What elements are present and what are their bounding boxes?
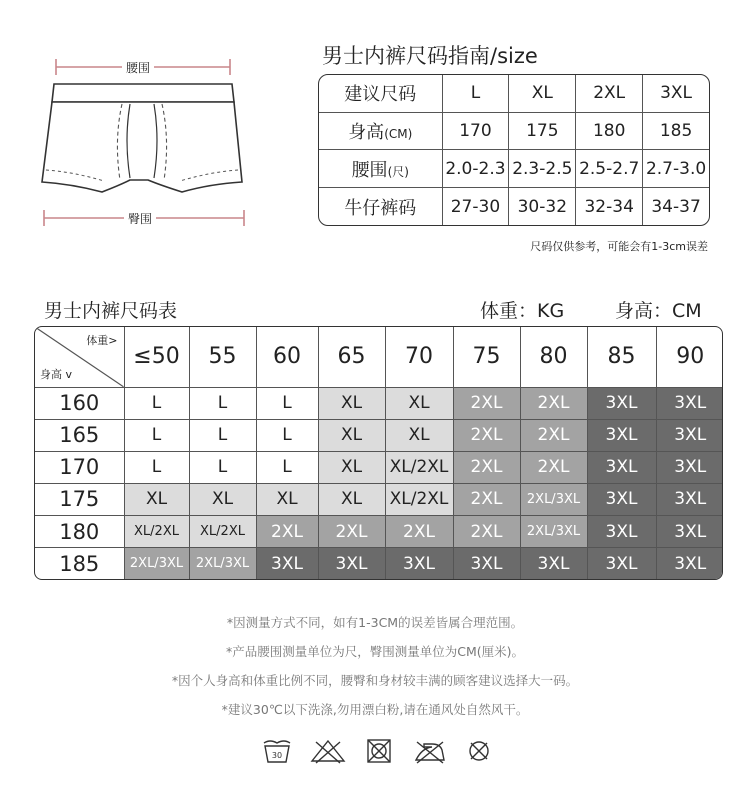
corner-weight-label: 体重> bbox=[86, 334, 118, 347]
guide-cell: 185 bbox=[643, 112, 709, 150]
weight-unit-label: 体重：KG bbox=[480, 300, 565, 322]
table-row bbox=[35, 516, 723, 548]
notes bbox=[0, 613, 750, 729]
guide-cell: 27-30 bbox=[442, 188, 509, 225]
height-unit-label: 身高：CM bbox=[615, 300, 702, 322]
note-line: *产品腰围测量单位为尺，臀围测量单位为CM(厘米)。 bbox=[225, 644, 525, 659]
size-cell: 2XL/3XL bbox=[520, 516, 587, 548]
table-row bbox=[35, 451, 723, 483]
guide-cell: 32-34 bbox=[576, 188, 643, 225]
guide-row-height bbox=[319, 112, 709, 150]
table-row bbox=[35, 387, 723, 419]
guide-note: 尺码仅供参考，可能会有1-3cm误差 bbox=[530, 240, 708, 253]
guide-title: 男士内裤尺码指南/size bbox=[322, 44, 538, 68]
size-cell: XL/2XL bbox=[189, 516, 256, 548]
size-chart-table bbox=[34, 326, 723, 580]
guide-row-label: 建议尺码 bbox=[319, 75, 442, 112]
size-cell: 3XL bbox=[656, 516, 723, 548]
weight-header-cell: 90 bbox=[656, 327, 723, 387]
size-cell: 3XL bbox=[656, 548, 723, 579]
guide-cell: 2.5-2.7 bbox=[576, 150, 643, 188]
weight-header-cell: 85 bbox=[587, 327, 656, 387]
height-cell: 185 bbox=[35, 548, 124, 579]
weight-header-cell: 80 bbox=[520, 327, 587, 387]
size-cell: 2XL bbox=[520, 419, 587, 451]
height-cell: 160 bbox=[35, 387, 124, 419]
size-cell: L bbox=[124, 451, 189, 483]
size-cell: XL bbox=[318, 387, 385, 419]
corner-cell bbox=[35, 327, 124, 387]
size-cell: 3XL bbox=[587, 419, 656, 451]
weight-header-cell: ≤50 bbox=[124, 327, 189, 387]
weight-header-cell: 70 bbox=[385, 327, 453, 387]
guide-row-waist bbox=[319, 150, 709, 188]
size-cell: L bbox=[189, 387, 256, 419]
height-cell: 165 bbox=[35, 419, 124, 451]
size-cell: 3XL bbox=[587, 451, 656, 483]
size-cell: 2XL bbox=[520, 387, 587, 419]
guide-cell: 34-37 bbox=[643, 188, 709, 225]
size-cell: L bbox=[256, 419, 318, 451]
no-iron-icon bbox=[412, 738, 448, 764]
size-cell: L bbox=[189, 419, 256, 451]
chart-title: 男士内裤尺码表 bbox=[44, 300, 178, 322]
size-cell: 2XL bbox=[453, 451, 520, 483]
size-cell: 2XL/3XL bbox=[124, 548, 189, 579]
guide-cell: 2XL bbox=[576, 75, 643, 112]
size-cell: 2XL bbox=[520, 451, 587, 483]
size-cell: XL bbox=[385, 419, 453, 451]
no-dry-clean-icon bbox=[466, 738, 492, 764]
note-line: *因测量方式不同，如有1-3CM的误差皆属合理范围。 bbox=[226, 615, 524, 630]
table-row bbox=[35, 419, 723, 451]
guide-cell: XL bbox=[509, 75, 576, 112]
guide-cell: 30-32 bbox=[509, 188, 576, 225]
guide-row-label: 牛仔裤码 bbox=[319, 188, 442, 225]
guide-cell: 180 bbox=[576, 112, 643, 150]
guide-cell: 2.3-2.5 bbox=[509, 150, 576, 188]
size-cell: 2XL bbox=[256, 516, 318, 548]
height-cell: 175 bbox=[35, 483, 124, 515]
underwear-illustration bbox=[30, 40, 260, 240]
size-cell: 2XL bbox=[385, 516, 453, 548]
size-cell: 3XL bbox=[385, 548, 453, 579]
no-tumble-dry-icon bbox=[364, 738, 394, 764]
guide-cell: 170 bbox=[442, 112, 509, 150]
weight-header-cell: 65 bbox=[318, 327, 385, 387]
size-guide-table bbox=[318, 74, 710, 226]
size-cell: 2XL bbox=[453, 483, 520, 515]
weight-header-cell: 60 bbox=[256, 327, 318, 387]
note-line: *建议30℃以下洗涤,勿用漂白粉,请在通风处自然风干。 bbox=[221, 702, 529, 717]
guide-row-label: 身高(CM) bbox=[319, 112, 442, 150]
weight-header-row bbox=[35, 327, 723, 387]
size-cell: 3XL bbox=[256, 548, 318, 579]
care-icons bbox=[262, 738, 492, 764]
hip-label: 臀围 bbox=[124, 210, 156, 227]
size-cell: L bbox=[124, 419, 189, 451]
height-cell: 180 bbox=[35, 516, 124, 548]
size-cell: 3XL bbox=[587, 483, 656, 515]
size-cell: 2XL/3XL bbox=[189, 548, 256, 579]
size-cell: L bbox=[256, 451, 318, 483]
note-line: *因个人身高和体重比例不同，腰臀和身材较丰满的顾客建议选择大一码。 bbox=[171, 673, 579, 688]
size-cell: 3XL bbox=[453, 548, 520, 579]
guide-row-jeans bbox=[319, 188, 709, 225]
size-cell: 2XL bbox=[318, 516, 385, 548]
corner-height-label: 身高 v bbox=[40, 367, 73, 381]
size-cell: L bbox=[124, 387, 189, 419]
guide-cell: 175 bbox=[509, 112, 576, 150]
size-cell: 2XL bbox=[453, 419, 520, 451]
guide-cell: 2.7-3.0 bbox=[643, 150, 709, 188]
no-bleach-icon bbox=[310, 738, 346, 764]
guide-cell: 2.0-2.3 bbox=[442, 150, 509, 188]
size-cell: 3XL bbox=[587, 548, 656, 579]
guide-row-label: 腰围(尺) bbox=[319, 150, 442, 188]
size-cell: 3XL bbox=[587, 516, 656, 548]
size-cell: XL bbox=[318, 419, 385, 451]
size-cell: 3XL bbox=[318, 548, 385, 579]
waist-label: 腰围 bbox=[122, 59, 154, 76]
size-cell: 3XL bbox=[587, 387, 656, 419]
size-cell: 3XL bbox=[656, 451, 723, 483]
size-cell: XL bbox=[189, 483, 256, 515]
height-cell: 170 bbox=[35, 451, 124, 483]
guide-cell: 3XL bbox=[643, 75, 709, 112]
size-cell: XL/2XL bbox=[385, 483, 453, 515]
size-cell: 2XL/3XL bbox=[520, 483, 587, 515]
size-cell: XL/2XL bbox=[385, 451, 453, 483]
table-row bbox=[35, 548, 723, 579]
size-cell: XL bbox=[385, 387, 453, 419]
guide-row-size bbox=[319, 75, 709, 112]
size-cell: 3XL bbox=[656, 387, 723, 419]
size-cell: XL bbox=[124, 483, 189, 515]
size-cell: XL bbox=[256, 483, 318, 515]
size-cell: XL bbox=[318, 451, 385, 483]
table-row bbox=[35, 483, 723, 515]
svg-text:30: 30 bbox=[271, 751, 283, 760]
weight-header-cell: 75 bbox=[453, 327, 520, 387]
size-cell: L bbox=[256, 387, 318, 419]
size-cell: XL/2XL bbox=[124, 516, 189, 548]
size-cell: 2XL bbox=[453, 387, 520, 419]
weight-header-cell: 55 bbox=[189, 327, 256, 387]
size-cell: XL bbox=[318, 483, 385, 515]
size-cell: 3XL bbox=[656, 483, 723, 515]
wash-30-icon bbox=[262, 738, 292, 764]
size-cell: L bbox=[189, 451, 256, 483]
guide-cell: L bbox=[442, 75, 509, 112]
size-cell: 3XL bbox=[520, 548, 587, 579]
size-cell: 3XL bbox=[656, 419, 723, 451]
size-cell: 2XL bbox=[453, 516, 520, 548]
